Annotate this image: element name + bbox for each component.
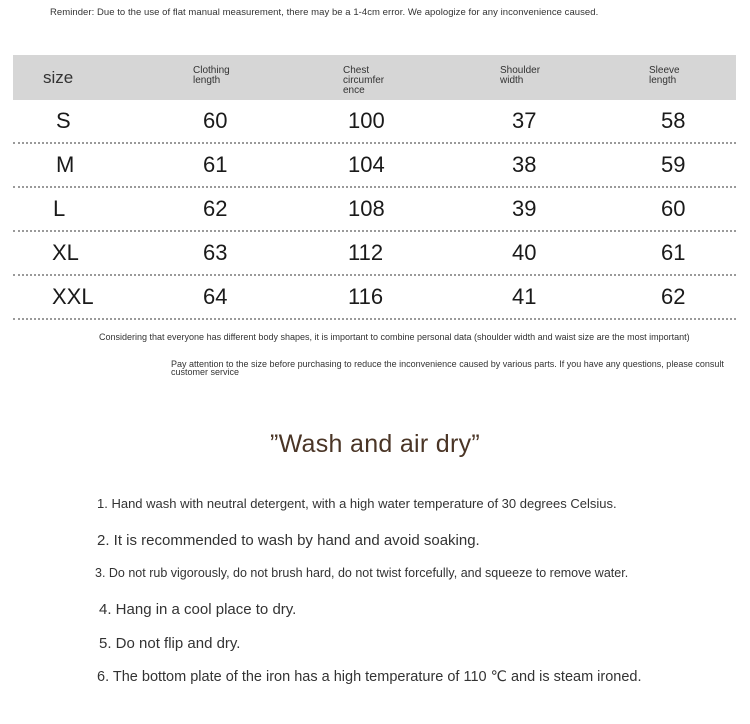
- care-instruction: 6. The bottom plate of the iron has a high temperature of 110 ℃ and is steam ironed.: [97, 669, 642, 685]
- cell-chest: 116: [348, 284, 384, 309]
- cell-chest: 112: [348, 240, 384, 265]
- table-row: [13, 100, 736, 144]
- table-row: [13, 144, 736, 188]
- care-instruction: 3. Do not rub vigorously, do not brush hard, do not twist forcefully, and squeeze to remove water.: [95, 566, 629, 580]
- cell-sleeve: 60: [661, 196, 686, 221]
- cell-clothing-length: 63: [203, 240, 228, 265]
- header-chest-circumference: Chest circumfer ence: [343, 65, 385, 96]
- cell-chest: 104: [348, 152, 385, 177]
- header-size: size: [43, 68, 74, 87]
- cell-shoulder: 41: [512, 284, 537, 309]
- size-chart-table: [13, 55, 736, 320]
- care-instruction: 1. Hand wash with neutral detergent, with a high water temperature of 30 degrees Celsius.: [97, 496, 617, 511]
- reminder-text: Reminder: Due to the use of flat manual measurement, there may be a 1-4cm error. We apologize for any inconvenience caused.: [50, 7, 599, 18]
- cell-clothing-length: 60: [203, 108, 228, 133]
- cell-size: XL: [52, 240, 79, 265]
- table-row: [13, 276, 736, 320]
- cell-shoulder: 39: [512, 196, 537, 221]
- table-row: [13, 232, 736, 276]
- cell-size: S: [56, 108, 71, 133]
- cell-sleeve: 58: [661, 108, 686, 133]
- care-title: ”Wash and air dry”: [269, 430, 481, 458]
- cell-shoulder: 37: [512, 108, 537, 133]
- cell-shoulder: 40: [512, 240, 537, 265]
- cell-shoulder: 38: [512, 152, 537, 177]
- cell-size: XXL: [52, 284, 94, 309]
- header-clothing-length: Clothing length: [193, 65, 230, 86]
- header-shoulder-width: Shoulder width: [500, 65, 541, 86]
- pay-attention-note: Pay attention to the size before purchasing to reduce the inconvenience caused by various parts. If you have any questions, please consult customer service: [171, 359, 724, 377]
- care-instruction: 4. Hang in a cool place to dry.: [99, 601, 297, 618]
- cell-chest: 100: [348, 108, 385, 133]
- cell-chest: 108: [348, 196, 385, 221]
- cell-sleeve: 59: [661, 152, 686, 177]
- body-shape-note: Considering that everyone has different body shapes, it is important to combine personal data (shoulder width and waist size are the most important): [99, 332, 690, 342]
- cell-sleeve: 62: [661, 284, 686, 309]
- table-row: [13, 188, 736, 232]
- cell-sleeve: 61: [661, 240, 686, 265]
- cell-clothing-length: 64: [203, 284, 228, 309]
- care-instruction: 2. It is recommended to wash by hand and avoid soaking.: [97, 532, 480, 549]
- header-sleeve-length: Sleeve length: [649, 65, 680, 86]
- cell-clothing-length: 61: [203, 152, 228, 177]
- cell-size: M: [56, 152, 75, 177]
- cell-size: L: [53, 196, 66, 221]
- care-instruction: 5. Do not flip and dry.: [99, 635, 241, 652]
- table-header: [13, 55, 736, 100]
- cell-clothing-length: 62: [203, 196, 228, 221]
